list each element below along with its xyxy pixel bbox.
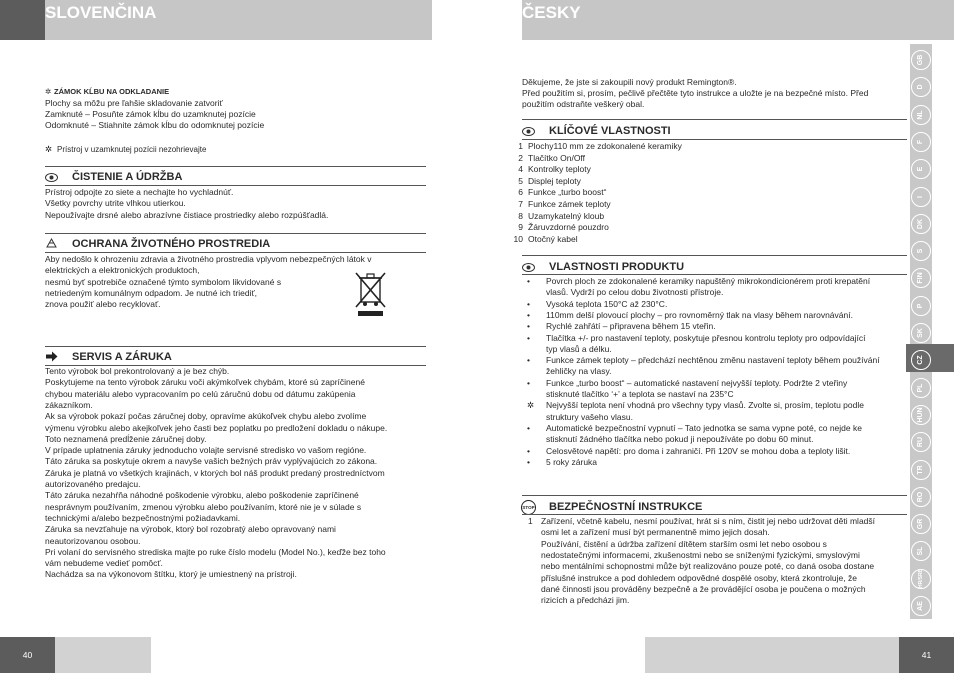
feature-label: Funkce zámek teploty (528, 199, 611, 209)
safety-line: Zařízení, včetně kabelu, nesmí používat, hrát si s ním, čistit jej nebo udržovat děti mladší (541, 516, 876, 526)
product-bullet (527, 276, 907, 299)
bullet-dot: • (527, 309, 530, 320)
language-tab-ro[interactable] (911, 487, 931, 507)
language-code: P (917, 303, 924, 309)
language-code: GB (917, 54, 924, 66)
feature-item (507, 176, 807, 188)
feature-label: Displej teploty (528, 175, 581, 186)
section-rule (45, 252, 426, 253)
language-code: FIN (917, 272, 924, 285)
bullet-dot: • (527, 321, 530, 332)
lock-note: Prístroj v uzamknutej pozícii nezohrievajte (57, 145, 207, 154)
product-bullet (527, 400, 907, 423)
language-code: SK (917, 328, 924, 338)
service-line: Nachádza sa na výkonovom štítku, ktorý je umiestnený na prístroji. (45, 569, 297, 580)
safety-line: Používání, čistění a údržba zařízení dítětem starším osmi let nebo osobou s (541, 538, 827, 549)
product-bullet-line: Automatické bezpečnostní vypnutí – Tato jednotka se sama vypne poté, co nejde ke (546, 422, 862, 433)
gear-icon: ✲ (527, 400, 535, 411)
language-code: DK (917, 218, 924, 229)
language-tab-e[interactable] (911, 159, 931, 179)
language-tab-sl[interactable] (911, 541, 931, 561)
service-line: Poskytujeme na tento výrobok záruku voči akýmkoľvek chybám, ktoré sú zapríčinené (45, 377, 365, 388)
service-line: technickými a/alebo bezpečnostnými požiadavkami. (45, 512, 241, 523)
product-bullet-line: Povrch ploch ze zdokonalené keramiky napuštěný mikrokondicionérem proti krepatění (546, 276, 871, 286)
section-rule (522, 139, 907, 140)
section-rule (522, 255, 907, 256)
service-line: Pri volaní do servisného strediska majte po ruke číslo modelu (Model No.), keďže bez toho (45, 546, 386, 557)
language-tab-d[interactable] (911, 77, 931, 97)
language-tab-gb[interactable] (911, 50, 931, 70)
language-tab-fin[interactable] (911, 268, 931, 288)
product-bullet (527, 321, 907, 332)
safety-line: osmi let a zařízení musí být permanentně mimo jejich dosah. (541, 527, 770, 538)
language-tab-nl[interactable] (911, 105, 931, 125)
product-heading: VLASTNOSTI PRODUKTU (549, 261, 685, 273)
language-tab-sk[interactable] (911, 323, 931, 343)
bullet-dot: • (527, 298, 530, 309)
language-code: GR (917, 518, 924, 530)
feature-number: 8 (518, 210, 523, 221)
product-bullet-line: Tlačítka +/- pro nastavení teploty, poskytuje přesnou kontrolu teploty pro odpovídající (546, 332, 866, 343)
feature-item (507, 199, 807, 211)
features-heading: KLÍČOVÉ VLASTNOSTI (549, 125, 671, 137)
product-bullet-line: typ vlasů a délku. (546, 343, 612, 354)
language-tab-hun[interactable] (911, 405, 931, 425)
language-tab-f[interactable] (911, 132, 931, 152)
safety-line: dané činnosti jsou prováděny bezpečně a že provádějící osoba je poučena o možných (541, 583, 866, 594)
eye-icon (522, 126, 535, 137)
product-bullet-line: Rychlé zahřátí – připravena během 15 vteřin. (546, 321, 716, 332)
environment-line: elektrických a elektronických produktoch, (45, 265, 200, 275)
service-line: Ak sa výrobok pokazí počas záručnej doby, opravíme akúkoľvek chybu alebo zvolíme (45, 411, 367, 422)
service-line: Tento výrobok bol prekontrolovaný a je bez chýb. (45, 366, 230, 376)
feature-label: Kontrolky teploty (528, 164, 591, 175)
product-bullet-line: Celosvětové napětí: pro doma i zahraničí. Při 120V se mohou doba a teploty lišit. (546, 445, 851, 456)
feature-number: 9 (518, 222, 523, 233)
language-code: SL (917, 546, 924, 556)
language-tab-s[interactable] (911, 241, 931, 261)
language-tab-ru[interactable] (911, 432, 931, 452)
left-page-number: 40 (0, 637, 55, 673)
environment-line: znova použiť alebo recyklovať. (45, 299, 161, 309)
feature-label: Tlačítko On/Off (528, 152, 586, 163)
service-line: výmenu výrobku alebo akejkoľvek jeho časti bez poplatku po predložení dokladu o nákupe. (45, 422, 388, 433)
right-page-title: ČESKY (522, 3, 581, 22)
feature-number: 2 (518, 152, 523, 163)
product-bullet (527, 299, 907, 310)
bullet-dot: • (527, 276, 530, 286)
service-line: Toto neznamená predĺženie záručnej doby. (45, 433, 207, 444)
product-bullet (527, 378, 907, 401)
service-line: vám nebudeme vedieť pomôcť. (45, 558, 163, 569)
service-line: nesprávnym používaním, zmenou výrobku alebo používaním, ktoré nie je v súlade s (45, 501, 362, 512)
cleaning-line: Nepoužívajte drsné alebo abrazívne čistiace prostriedky alebo rozpúšťadlá. (45, 210, 329, 220)
lock-line: Odomknuté – Stiahnite zámok kĺbu do odomknutej pozície (45, 120, 265, 130)
service-line: Záruka je platná vo všetkých krajinách, v ktorých bol náš produkt predaný prostredníctvom (45, 467, 385, 478)
bullet-dot: • (527, 355, 530, 366)
intro-line: Před použitím si, prosím, pečlivě přečtěte tyto instrukce a uložte je na bezpečné místo. Před (522, 88, 869, 98)
environment-line: netriedeným komunálnym odpadom. Je nutné ich triediť, (45, 288, 258, 298)
language-code: HR/SRB (918, 568, 924, 588)
section-rule (45, 166, 426, 167)
lock-line: Zamknuté – Posuňte zámok kĺbu do uzamknutej pozície (45, 109, 256, 119)
language-code: E (917, 166, 924, 172)
section-rule (45, 185, 426, 186)
safety-heading: BEZPEČNOSTNÍ INSTRUKCE (549, 501, 703, 513)
feature-item (507, 234, 807, 246)
safety-item-number: 1 (528, 516, 533, 526)
language-code: RU (917, 437, 924, 448)
arrow-right-icon (45, 351, 58, 362)
bullet-dot: • (527, 422, 530, 433)
language-tab-i[interactable] (911, 187, 931, 207)
feature-item (507, 164, 807, 176)
product-bullet-line: Nejvyšší teplota není vhodná pro všechny typy vlasů. Zvolte si, prosím, teplotu podle (546, 400, 864, 411)
intro-line: Děkujeme, že jste si zakoupili nový produkt Remington®. (522, 77, 737, 87)
service-line: chybou materiálu alebo vypracovaním po celú záručnú dobu od dátumu zakúpenia (45, 388, 356, 399)
product-bullet-line: struktury vašeho vlasu. (546, 411, 633, 422)
eye-icon (522, 262, 535, 273)
service-line: autorizovaného predajcu. (45, 479, 141, 489)
product-bullet-line: vlasů. Vydrží po celou dobu životnosti přístroje. (546, 287, 724, 298)
product-bullet-line: stisknutí žádného tlačítka nebo pokud ji nepoužíváte po dobu 60 minut. (546, 434, 814, 445)
safety-line: nebo mentálními schopnostmi může být realizováno pouze poté, co daná osoba dostane (541, 561, 875, 572)
feature-item (507, 141, 807, 153)
gear-icon: ✲ (45, 87, 52, 96)
feature-label: Funkce „turbo boost“ (528, 187, 607, 198)
environment-line: Aby nedošlo k ohrozeniu zdravia a životného prostredia vplyvom nebezpečných látok v (45, 254, 372, 264)
product-bullet-line: Funkce zámek teploty – předchází nechtěnou změnu nastavení teploty během používání (546, 355, 880, 366)
safety-line: rizicích a předcházi jim. (541, 595, 630, 606)
eye-icon (45, 172, 58, 183)
language-code: RO (917, 491, 924, 503)
section-rule (522, 514, 907, 515)
language-code: CZ (917, 355, 924, 365)
language-tab-tr[interactable] (911, 460, 931, 480)
environment-heading: OCHRANA ŽIVOTNÉHO PROSTREDIA (72, 238, 271, 250)
crossed-bin-icon (353, 270, 388, 318)
lock-heading: ZÁMOK KĹBU NA ODKLADANIE (54, 87, 170, 96)
bullet-dot: • (527, 332, 530, 343)
language-code: NL (917, 109, 924, 120)
language-code: AE (917, 601, 924, 611)
left-footer (0, 637, 151, 673)
feature-number: 5 (518, 175, 523, 186)
intro-line: použitím odstraňte veškerý obal. (522, 99, 645, 109)
feature-item (507, 222, 807, 234)
cleaning-heading: ČISTENIE A ÚDRŽBA (72, 171, 183, 183)
safety-line: nedostatečnými informacemi, zkušenostmi nebo se sníženými fyzickými, smyslovými (541, 549, 860, 560)
language-tab-pl[interactable] (911, 378, 931, 398)
language-code: D (917, 84, 924, 90)
product-bullet (527, 446, 907, 457)
service-line: V prípade uplatnenia záruky jednoducho volajte servisné stredisko vo vašom regióne. (45, 445, 367, 456)
feature-label: Otočný kabel (528, 233, 578, 244)
product-bullet (527, 423, 907, 446)
product-bullet (527, 457, 907, 468)
service-line: neautorizovanou osobou. (45, 535, 141, 546)
bullet-dot: • (527, 377, 530, 388)
language-tab-hr-srb[interactable] (911, 569, 931, 589)
bullet-dot: • (527, 445, 530, 456)
service-line: Záruka sa nevzťahuje na výrobok, ktorý bol rozobratý alebo opravovaný nami (45, 524, 336, 535)
language-code: I (917, 195, 924, 198)
section-rule (522, 495, 907, 496)
language-tab-dk[interactable] (911, 214, 931, 234)
left-header (0, 0, 432, 40)
section-rule (45, 346, 426, 347)
right-header (522, 0, 954, 40)
feature-number: 10 (513, 233, 523, 244)
language-tab-gr[interactable] (911, 514, 931, 534)
language-code: S (917, 248, 924, 254)
language-code: HUN (917, 407, 924, 423)
feature-item (507, 211, 807, 223)
product-bullet-line: stisknuté tlačítko ‘+’ a teplota se nastaví na 235°C (546, 388, 734, 399)
language-code: PL (917, 383, 924, 393)
feature-label: Žáruvzdorné pouzdro (528, 222, 609, 233)
service-heading: SERVIS A ZÁRUKA (72, 351, 172, 363)
language-code: TR (917, 464, 924, 475)
feature-number: 4 (518, 164, 523, 175)
cleaning-line: Všetky povrchy utrite vlhkou utierkou. (45, 198, 186, 208)
product-bullet-line: žehličky na vlasy. (546, 366, 612, 377)
feature-label: Uzamykatelný kloub (528, 210, 605, 221)
section-rule (45, 233, 426, 234)
feature-number: 6 (518, 187, 523, 198)
environment-line: nesmú byť spotrebiče označené týmto symbolom likvidované s (45, 277, 282, 287)
right-footer (645, 637, 954, 673)
right-page-number: 41 (899, 637, 954, 673)
section-rule (522, 119, 907, 120)
product-bullet-line: Funkce „turbo boost“ – automatické nastavení nejvyšší teploty. Podržte 2 vteřiny (546, 377, 848, 388)
gear-icon: ✲ (45, 144, 53, 154)
feature-number: 7 (518, 199, 523, 209)
service-line: zákazníkom. (45, 399, 93, 410)
language-code: F (917, 139, 924, 145)
feature-label: Plochy110 mm ze zdokonalené keramiky (528, 141, 682, 151)
bullet-dot: • (527, 456, 530, 467)
left-page-title: SLOVENČINA (45, 3, 157, 22)
language-tab-ae[interactable] (911, 596, 931, 616)
section-rule (522, 274, 907, 275)
product-bullet-line: 5 roky záruka (546, 456, 598, 467)
safety-line: příslušné instrukce a pod dohledem odpovědné dospělé osoby, která zkontroluje, že (541, 572, 857, 583)
stop-icon: STOP (521, 500, 536, 515)
product-bullet-line: Vysoká teplota 150°C až 230°C. (546, 298, 668, 309)
product-bullet (527, 355, 907, 378)
feature-item (507, 153, 807, 165)
recycle-icon (45, 238, 58, 249)
service-line: Táto záruka nezahŕňa náhodné poškodenie výrobku, alebo poškodenie zapríčinené (45, 490, 359, 501)
product-bullet-line: 110mm delší plovoucí plochy – pro rovnoměrný tlak na vlasy během narovnávání. (546, 309, 853, 320)
product-bullet (527, 310, 907, 321)
feature-number: 1 (518, 141, 523, 151)
cleaning-line: Prístroj odpojte zo siete a nechajte ho vychladnúť. (45, 187, 234, 197)
service-line: Táto záruka sa poskytuje okrem a navyše vašich bežných práv vyplývajúcich zo zákona. (45, 456, 378, 467)
lock-line: Plochy sa môžu pre ľahšie skladovanie zatvoriť (45, 98, 223, 108)
product-bullet (527, 333, 907, 356)
language-tab-cz[interactable] (911, 350, 931, 370)
feature-item (507, 187, 807, 199)
language-tab-p[interactable] (911, 296, 931, 316)
